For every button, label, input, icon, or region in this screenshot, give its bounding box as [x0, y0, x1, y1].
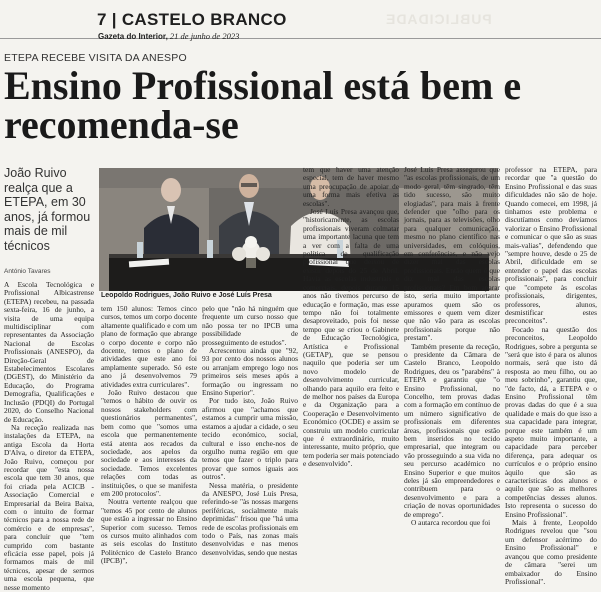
article-column-5 [404, 166, 500, 581]
pull-quote: João Ruivo realça que a ETEPA, em 30 anos, já formou mais de mil técnicos [4, 166, 91, 253]
article-headline: Ensino Profissional está bem e recomenda-se [4, 63, 522, 147]
article-column-6 [505, 165, 597, 586]
page-section-title: 7 | CASTELO BRANCO [97, 10, 287, 29]
publication-name: Gazeta do Interior, [98, 32, 168, 41]
article-column-3 [202, 305, 298, 581]
paragraph: João Ruivo destacou que "temos o hábito de ouvir os nossos stakeholders com questionários permanentes", bem como que "somos uma escola que permanentemente está atenta aos recados da sociedade, aos apelos da sociedade e aos interesses da sociedade. Temos excelentes relações com todas as instituições, o que se manifesta em 200 protocolos". [101, 388, 197, 498]
paragraph: Na receção realizada nas instalações da ETEPA, na antiga Escola da Horta D'Alva, o diretor da ETEPA, João Ruivo, começou por recordar que "esta nossa escola que tem 30 anos, que foi criada pela ACICB - Associação Comercial e Empresarial da Beira Baixa, com o intuito de formar técnicos para a nossa rede de comércio e de empresas", para concluir que "tem cumprido com bastante eficácia esse papel, pois já formamos mais de mil técnicos, apesar de sermos uma escola pequena, que nesse momento [4, 422, 94, 592]
publication-date: 21 de junho de 2023 [167, 31, 240, 41]
paragraph: pelo que "não há ninguém que frequente um curso nosso que não possa ter no IPCB uma possibilidade de prosseguimento de estudos". [202, 304, 298, 347]
article-column-1 [4, 280, 94, 592]
paragraph: Acrescentou ainda que "92, 93 por cento dos nossos alunos ou arranjam emprego logo nos primeiros seis meses após a formação ou ingressam no Ensino Superior". [202, 346, 298, 398]
paragraph: Também presente da receção, o presidente da Câmara de Castelo Branco, Leopoldo Rodrigues, deu os "parabéns" à ETEPA e garantiu que "o Ensino Profissional, no Concelho, tem provas dadas com a formação em contínuo de um número significativo de profissionais em diferentes áreas, profissionais que estão bem inseridos no tecido empresarial, que integram ou vão prosseguindo a sua vida no seu percurso académico no Ensino Superior e que muitos deles já são empreendedores e contribuem para o desenvolvimento e para a criação de novas oportunidades de emprego". [404, 341, 500, 519]
paragraph: A Escola Tecnológica e Profissional Albicastrense (ETEPA) recebeu, na passada sexta-feira, 16 de junho, a visita de uma equipa multidisciplinar com representantes da Associação Nacional de Escolas Profissionais (ANESPO), da Direção-Geral de Estabelecimentos Escolares (DGEST), do Ministério da Educação, do Programa Demografia, Qualificações e Inclusão (PDQI) do Portugal 2020, do Conselho Nacional de Educação. [4, 280, 94, 424]
paragraph: Noutra vertente realçou que "temos 45 por cento de alunos que estão a ingressar no Ensino Superior com sucesso. Temos os cursos muito alinhados com as seis escolas do Instituto Politécnico de Castelo Branco (IPCB)", [101, 497, 197, 566]
paragraph: José Luís Presa assegurou que "as escolas profissionais, de um modo geral, têm singrado, têm tido sucesso, são muito elogiadas", para mais à frente defender que "olho para os jornais, para as televisões, olho para qualquer comunicação, mesmo no plano científico nas universidades, em colóquios, em conferências, e não vejo dizer mal das escolas profissionais. Então quem é que diz mal das escolas profissionais? Em bom aparar isto, seria muito importante apuramos quem são os emissores e quem vem dizer que não vão para as escolas profissionais porque não prestam". [404, 165, 500, 343]
article-column-2 [101, 305, 197, 581]
article-column-4 [303, 166, 399, 581]
page-header [0, 0, 601, 39]
paragraph: O autarca recordou que foi [411, 518, 491, 528]
paragraph: Mais à frente, Leopoldo Rodrigues revelou que "sou um defensor acérrimo do Ensino Profissional" e avançou que como presidente de câmara "serei um embaixador do Ensino Profissional". [505, 518, 597, 586]
paragraph: tem que haver uma atenção especial, tem de haver mesmo uma preocupação de apoiar de uma forma mais efetiva as escolas". [303, 165, 399, 208]
paragraph: Por tudo isto, João Ruivo afirmou que "achamos que estamos a cumprir uma missão, estamos a ajudar a cidade, o seu tecido económico, social, cultural e isso enche-nos de orgulho numa região em que temos que fazer o triplo para provar que somos iguais aos outros". [202, 396, 298, 482]
photo-caption: Leopoldo Rodrigues, João Ruivo e José Luís Presa [101, 292, 272, 299]
dateline [98, 31, 239, 41]
paragraph: tem 150 alunos: Temos cinco cursos, temos um corpo docente altamente qualificado e com um plano de formação que abrange o corpo docente e corpo não docente, temos o plano de atividades que este ano foi amplamente superado. Só este ano já desenvolvemos 79 atividades extra curriculares". [101, 304, 197, 389]
paragraph: Focado na questão dos preconceitos, Leopoldo Rodrigues, sobre a pergunta se "será que isto é para os alunos normais, será que isto dá resposta ao meu filho, ou ao meu sobrinho", garantiu que, "de facto, dá, a ETEPA e o Ensino Profissional têm provas dadas do que é a sua qualidade e mais do que isso a sua capacidade para integrar, porque este também é um aspeto muito importante, a capacidade para perceber diferença, para adequar os currículos e o próprio ensino àquilo que são as características dos alunos e aquilo que são as melhores competências desses alunos. Isto representa o sucesso do Ensino Profissional". [505, 324, 597, 519]
bleed-through-text: PUBLICIDADE [385, 11, 492, 27]
paragraph: professor na ETEPA, para recordar que "a questão do Ensino Profissional e das suas dificuldades não são de hoje. Quando comecei, em 1998, já tinhamos este problema e discutíamos como devíamos valorizar o Ensino Profissional e comunicar o que são as suas mais-valias", defendendo que "sempre houve, desde o 25 de Abril, dificuldade em se entender o papel das escolas profissionais", para concluir que "compete às escolas profissionais, dirigentes, professores, alunos, desmistificar estes preconceitos". [505, 165, 597, 326]
article-kicker: ETEPA RECEBE VISITA DA ANESPO [4, 52, 187, 64]
paragraph: Nessa matéria, o presidente da ANESPO, José Luís Presa, referindo-se "às nossas margens periféricas, socialmente mais deprimidas" frisou que "há uma rede de escolas profissionais em todo o País, nas zonas mais desenvolvidas e nas menos desenvolvidas, sendo que nestas [202, 480, 298, 557]
paragraph: José Luís Presa avançou que, "historicamente, as escolas profissionais viveram colmatar uma importante lacuna que tem a ver com a falta de uma política de qualificação profissional que deixou de existir depois do 25 de Abril. Havia as escolas industriais e comerciais, depois durante 15 anos não tivemos percurso de educação e formação, mas esse tempo não foi totalmente desaproveitado, pois foi nesse tempo que se criou o Gabinete de Educação Tecnológica, Artística e Profissional (GETAP), que se pensou naquilo que poderia ser um novo modelo de desenvolvimento curricular, olhando para aquilo era feito e de melhor nos países da Europa e da Organização para a Cooperação e Desenvolvimento Económico (OCDE) e assim se construiu um modelo curricular que é extraordinário, muito interessante, muito próprio, que tem poderia ser mais potenciado e desenvolvido". [303, 207, 399, 469]
article-author: António Tavares [4, 268, 51, 275]
